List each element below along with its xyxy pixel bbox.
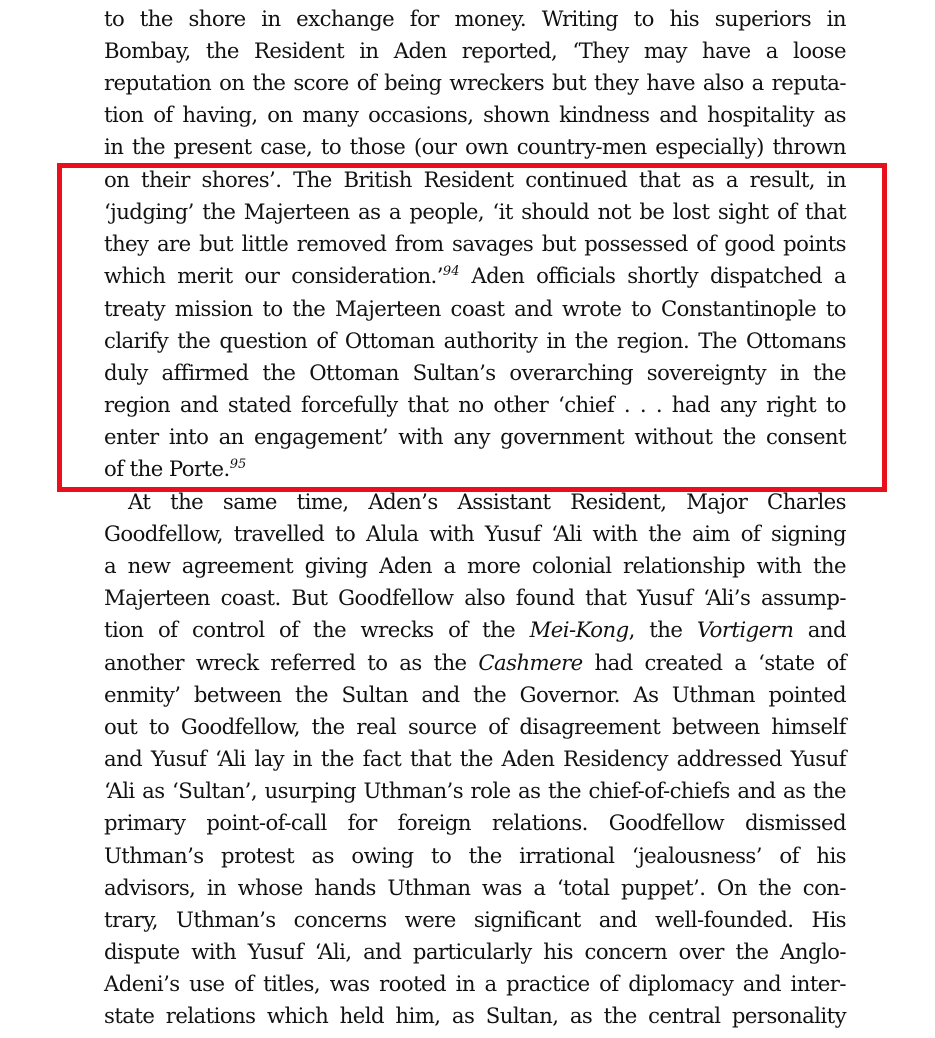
text-line	[104, 260, 846, 292]
text-line: they are but little removed from savages but possessed of good points	[104, 231, 846, 256]
text-line: ‘judging’ the Majerteen as a people, ‘it should not be lost sight of that	[104, 199, 846, 224]
text-line: dispute with Yusuf ‘Ali, and particularly his concern over the Anglo-	[104, 939, 846, 964]
text-line: enmity’ between the Sultan and the Governor. As Uthman pointed	[104, 682, 846, 707]
text-line: on their shores’. The British Resident continued that as a result, in	[104, 167, 846, 192]
text-line: Goodfellow, travelled to Alula with Yusuf ‘Ali with the aim of signing	[104, 521, 846, 546]
text-line: region and stated forcefully that no other ‘chief . . . had any right to	[104, 392, 846, 417]
text-line: enter into an engagement’ with any government without the consent	[104, 424, 846, 449]
text-line: clarify the question of Ottoman authority in the region. The Ottomans	[104, 328, 846, 353]
text-line: treaty mission to the Majerteen coast and wrote to Constantinople to	[104, 296, 846, 321]
text-fragment: another wreck referred to as the	[104, 650, 479, 675]
footnote-marker: 95	[229, 457, 247, 472]
footnote-marker: 94	[442, 264, 460, 279]
text-line: state relations which held him, as Sultan, as the central personality	[104, 1003, 846, 1028]
text-line: and Yusuf ‘Ali lay in the fact that the Aden Residency addressed Yusuf	[104, 746, 846, 771]
ship-name: Mei-Kong	[529, 617, 629, 642]
text-line: out to Goodfellow, the real source of disagreement between himself	[104, 714, 846, 739]
text-line: reputation on the score of being wreckers but they have also a reputa-	[104, 70, 846, 95]
text-line: to the shore in exchange for money. Writing to his superiors in	[104, 6, 846, 31]
text-line: advisors, in whose hands Uthman was a ‘total puppet’. On the con-	[104, 875, 846, 900]
text-fragment: , the	[628, 617, 697, 642]
text-line: trary, Uthman’s concerns were significant and well-founded. His	[104, 907, 846, 932]
text-line: At the same time, Aden’s Assistant Resident, Major Charles	[128, 489, 846, 514]
text-line	[104, 453, 846, 485]
ship-name: Cashmere	[478, 650, 583, 675]
text-fragment: tion of control of the wrecks of the	[104, 617, 530, 642]
ship-name: Vortigern	[696, 617, 794, 642]
text-fragment: which merit our consideration.’	[104, 263, 443, 288]
text-fragment: of the Porte.	[104, 456, 230, 481]
text-fragment: and	[793, 617, 846, 642]
text-fragment: Aden officials shortly dispatched a	[459, 263, 846, 288]
text-line: ‘Ali as ‘Sultan’, usurping Uthman’s role as the chief-of-chiefs and as the	[104, 778, 846, 803]
text-line: Majerteen coast. But Goodfellow also found that Yusuf ‘Ali’s assump-	[104, 585, 846, 610]
text-line: in the present case, to those (our own country-men especially) thrown	[104, 134, 846, 159]
text-fragment: had created a ‘state of	[582, 650, 846, 675]
text-line	[104, 614, 846, 646]
text-line: Uthman’s protest as owing to the irrational ‘jealousness’ of his	[104, 843, 846, 868]
text-line: duly affirmed the Ottoman Sultan’s overarching sovereignty in the	[104, 360, 846, 385]
text-line: Bombay, the Resident in Aden reported, ‘They may have a loose	[104, 38, 846, 63]
text-line: primary point-of-call for foreign relations. Goodfellow dismissed	[104, 810, 846, 835]
text-line	[104, 647, 846, 679]
text-line: tion of having, on many occasions, shown kindness and hospitality as	[104, 102, 846, 127]
text-line: a new agreement giving Aden a more colonial relationship with the	[104, 553, 846, 578]
text-line: Adeni’s use of titles, was rooted in a practice of diplomacy and inter-	[104, 971, 846, 996]
